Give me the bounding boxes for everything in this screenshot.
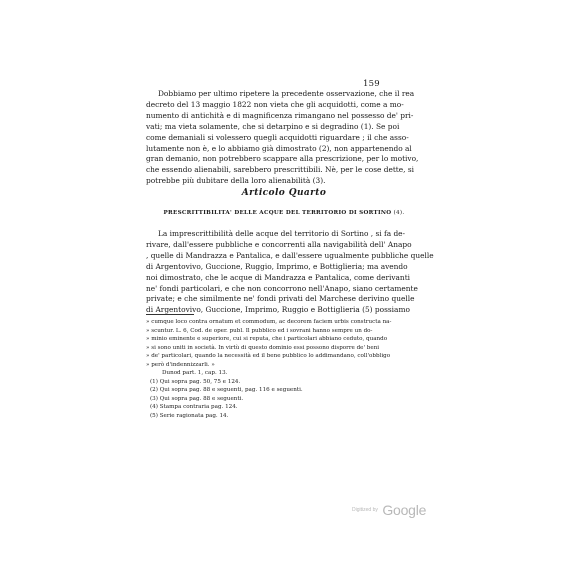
text-line: come demaniali si volessero quegli acquidotti riguardare ; il che asso-: [146, 132, 409, 142]
section-subheading: [0, 210, 568, 216]
text-line: numento di antichità e di magnificenza rimangano nel possesso de' pri-: [146, 110, 414, 120]
subheading-note-ref: (4).: [393, 210, 405, 216]
digitized-watermark: [352, 501, 426, 519]
text-line: La imprescrittibilità delle acque del territorio di Sortino , si fa de-: [158, 229, 406, 238]
google-logo: Google: [382, 501, 427, 518]
text-line: private; e che similmente ne' fondi privati del Marchese derivino quelle: [146, 294, 415, 304]
text-line: Dobbiamo per ultimo ripetere la precedente osservazione, che il rea: [158, 89, 415, 98]
footnote-item: (2) Qui sopra pag. 88 e seguenti, pag. 116 e seguenti.: [150, 387, 303, 393]
paragraph-1: [146, 89, 419, 187]
quote-line: » cumque loco contra ornatum et commodum, ac decorem faciem urbis constructa na-: [146, 319, 392, 325]
footnote-divider: [146, 314, 194, 315]
page-number: 159: [363, 79, 380, 89]
quote-line: » scuntur. L. 6, Cod. de oper. publ. Il pubblico ed i sovrani hanno sempre un do-: [146, 327, 373, 334]
text-line: noi dimostrato, che le acque di Mandrazza e Pantalica, come derivanti: [146, 272, 411, 282]
quote-line: » si sono uniti in società. In virtù di questo dominio essi possono disporre de' beni: [146, 344, 380, 351]
text-line: di Argentovivo, Guccione, Imprimo, Ruggio e Bottiglieria (5) possiamo: [146, 305, 410, 315]
quote-line: » de' particolari, quando la necessità ed il bene pubblico lo addimandano, coll'obbligo: [146, 353, 391, 359]
quote-line: » però d'indennizzarli. »: [146, 361, 215, 368]
text-line: , quelle di Mandrazza e Pantalica, e dall'essere ugualmente pubbliche quelle: [146, 250, 434, 260]
text-line: vati; ma vieta solamente, che si detarpino e si degradino (1). Se poi: [146, 121, 400, 131]
paragraph-2: [146, 229, 434, 316]
text-line: rivare, dall'essere pubbliche e concorrenti alla navigabilità dell' Anapo: [146, 239, 412, 249]
text-line: decreto del 13 maggio 1822 non vieta che gli acquidotti, come a mo-: [146, 99, 404, 109]
text-line: ne' fondi particolari, e che non concorrono nell'Anapo, siano certamente: [146, 283, 418, 293]
footnote-item: (4) Stampa contraria pag. 124.: [150, 404, 238, 410]
text-line: lutamente non è, e lo abbiamo già dimostrato (2), non appartenendo al: [146, 143, 412, 153]
quote-line: » minio eminente e superiore, cui si reputa, che i particolari abbiano ceduto, quando: [146, 336, 388, 342]
text-line: di Argentovivo, Guccione, Ruggio, Imprimo, e Bottiglieria; ma avendo: [146, 261, 408, 271]
section-heading: Articolo Quarto: [241, 188, 327, 198]
text-line: che essendo alienabili, sarebbero prescrittibili. Nè, per le cose dette, si: [146, 165, 414, 175]
text-line: gran demanio, non potrebbero scappare alla prescrizione, per lo motivo,: [146, 154, 419, 164]
quote-source: Dunod part. 1, cap. 13.: [162, 370, 228, 376]
footnote-item: (1) Qui sopra pag. 50, 75 e 124.: [150, 378, 241, 385]
watermark-prefix: Digitized by: [352, 506, 378, 513]
text-line: potrebbe più dubitare della loro alienabilità (3).: [146, 176, 326, 186]
footnotes: [146, 318, 392, 420]
subheading-title: PRESCRITTIBILITA' DELLE ACQUE DEL TERRITORIO DI SORTINO: [163, 210, 392, 216]
footnote-item: (5) Serie ragionata pag. 14.: [150, 412, 229, 419]
footnote-item: (3) Qui sopra pag. 88 e seguenti.: [150, 395, 244, 402]
